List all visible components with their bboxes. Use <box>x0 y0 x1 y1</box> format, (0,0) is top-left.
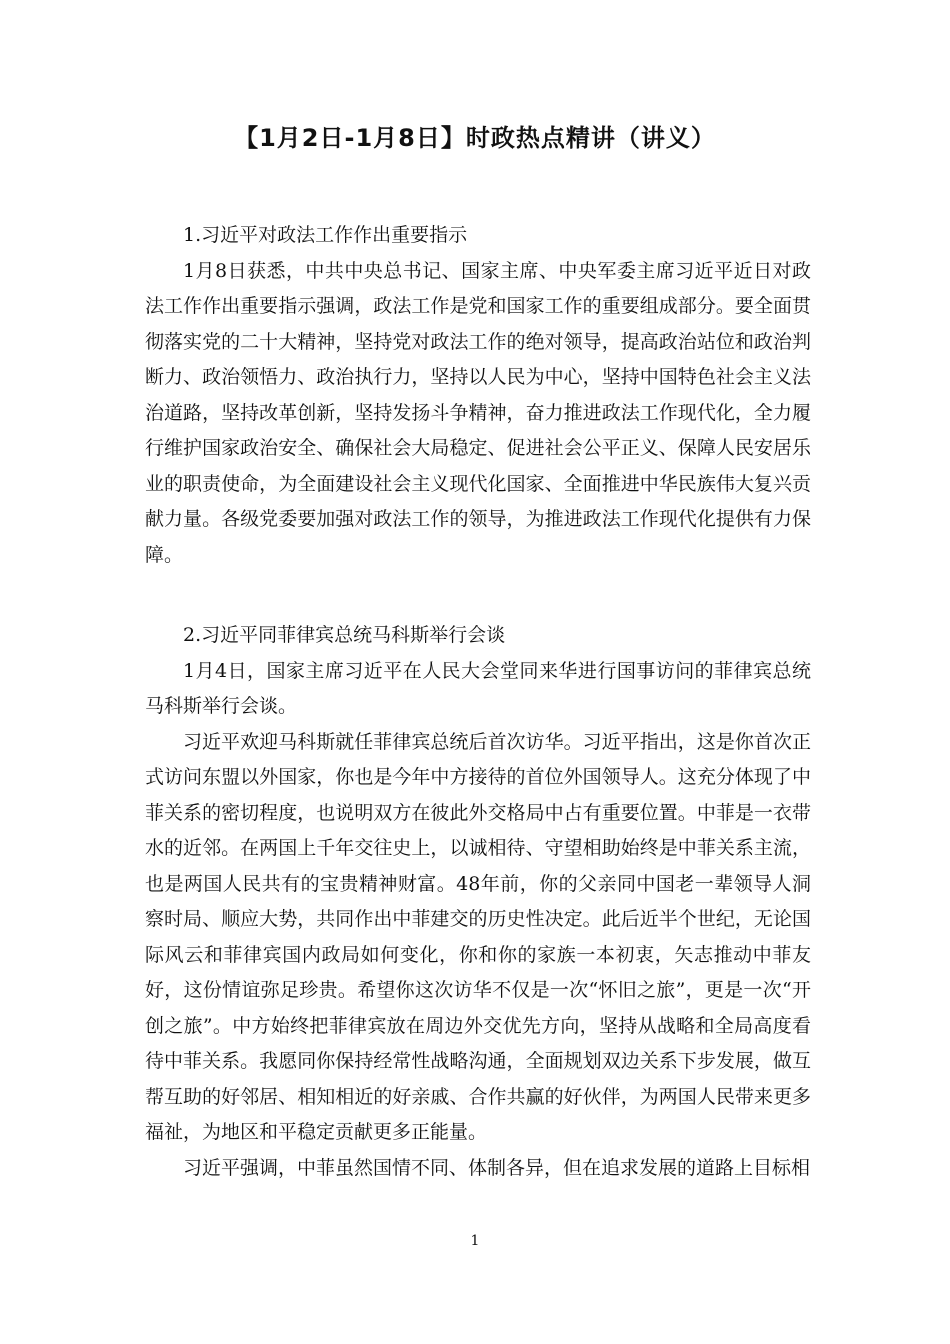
page-number: 1 <box>470 1233 480 1249</box>
section-2-paragraph-2: 习近平欢迎马科斯就任菲律宾总统后首次访华。习近平指出，这是你首次正式访问东盟以外国家，你也是今年中方接待的首位外国领导人。这充分体现了中菲关系的密切程度，也说明双方在彼此外交格局中占有重要位置。中菲是一衣带水的近邻。在两国上千年交往史上，以诚相待、守望相助始终是中菲关系主流，也是两国人民共有的宝贵精神财富。48年前，你的父亲同中国老一辈领导人洞察时局、顺应大势，共同作出中菲建交的历史性决定。此后近半个世纪，无论国际风云和菲律宾国内政局如何变化，你和你的家族一本初衷，矢志推动中菲友好，这份情谊弥足珍贵。希望你这次访华不仅是一次“怀旧之旅”，更是一次“开创之旅”。中方始终把菲律宾放在周边外交优先方向，坚持从战略和全局高度看待中菲关系。我愿同你保持经常性战略沟通，全面规划双边关系下步发展，做互帮互助的好邻居、相知相近的好亲戚、合作共赢的好伙伴，为两国人民带来更多福祉，为地区和平稳定贡献更多正能量。 <box>145 730 811 1143</box>
section-2-paragraph-1: 1月4日，国家主席习近平在人民大会堂同来华进行国事访问的菲律宾总统马科斯举行会谈。 <box>145 659 811 717</box>
document-title: 【1月2日-1月8日】时政热点精讲（讲义） <box>234 124 716 152</box>
section-1-heading: 1.习近平对政法工作作出重要指示 <box>183 224 468 246</box>
section-2-paragraph-3: 习近平强调，中菲虽然国情不同、体制各异，但在追求发展的道路上目标相 <box>183 1156 811 1179</box>
section-2-heading: 2.习近平同菲律宾总统马科斯举行会谈 <box>183 624 506 646</box>
document-body <box>145 218 811 1186</box>
section-1-paragraph-1: 1月8日获悉，中共中央总书记、国家主席、中央军委主席习近平近日对政法工作作出重要指示强调，政法工作是党和国家工作的重要组成部分。要全面贯彻落实党的二十大精神，坚持党对政法工作的绝对领导，提高政治站位和政治判断力、政治领悟力、政治执行力，坚持以人民为中心，坚持中国特色社会主义法治道路，坚持改革创新，坚持发扬斗争精神，奋力推进政法工作现代化，全力履行维护国家政治安全、确保社会大局稳定、促进社会公平正义、保障人民安居乐业的职责使命，为全面建设社会主义现代化国家、全面推进中华民族伟大复兴贡献力量。各级党委要加强对政法工作的领导，为推进政法工作现代化提供有力保障。 <box>145 259 811 566</box>
section-spacer <box>145 573 811 608</box>
